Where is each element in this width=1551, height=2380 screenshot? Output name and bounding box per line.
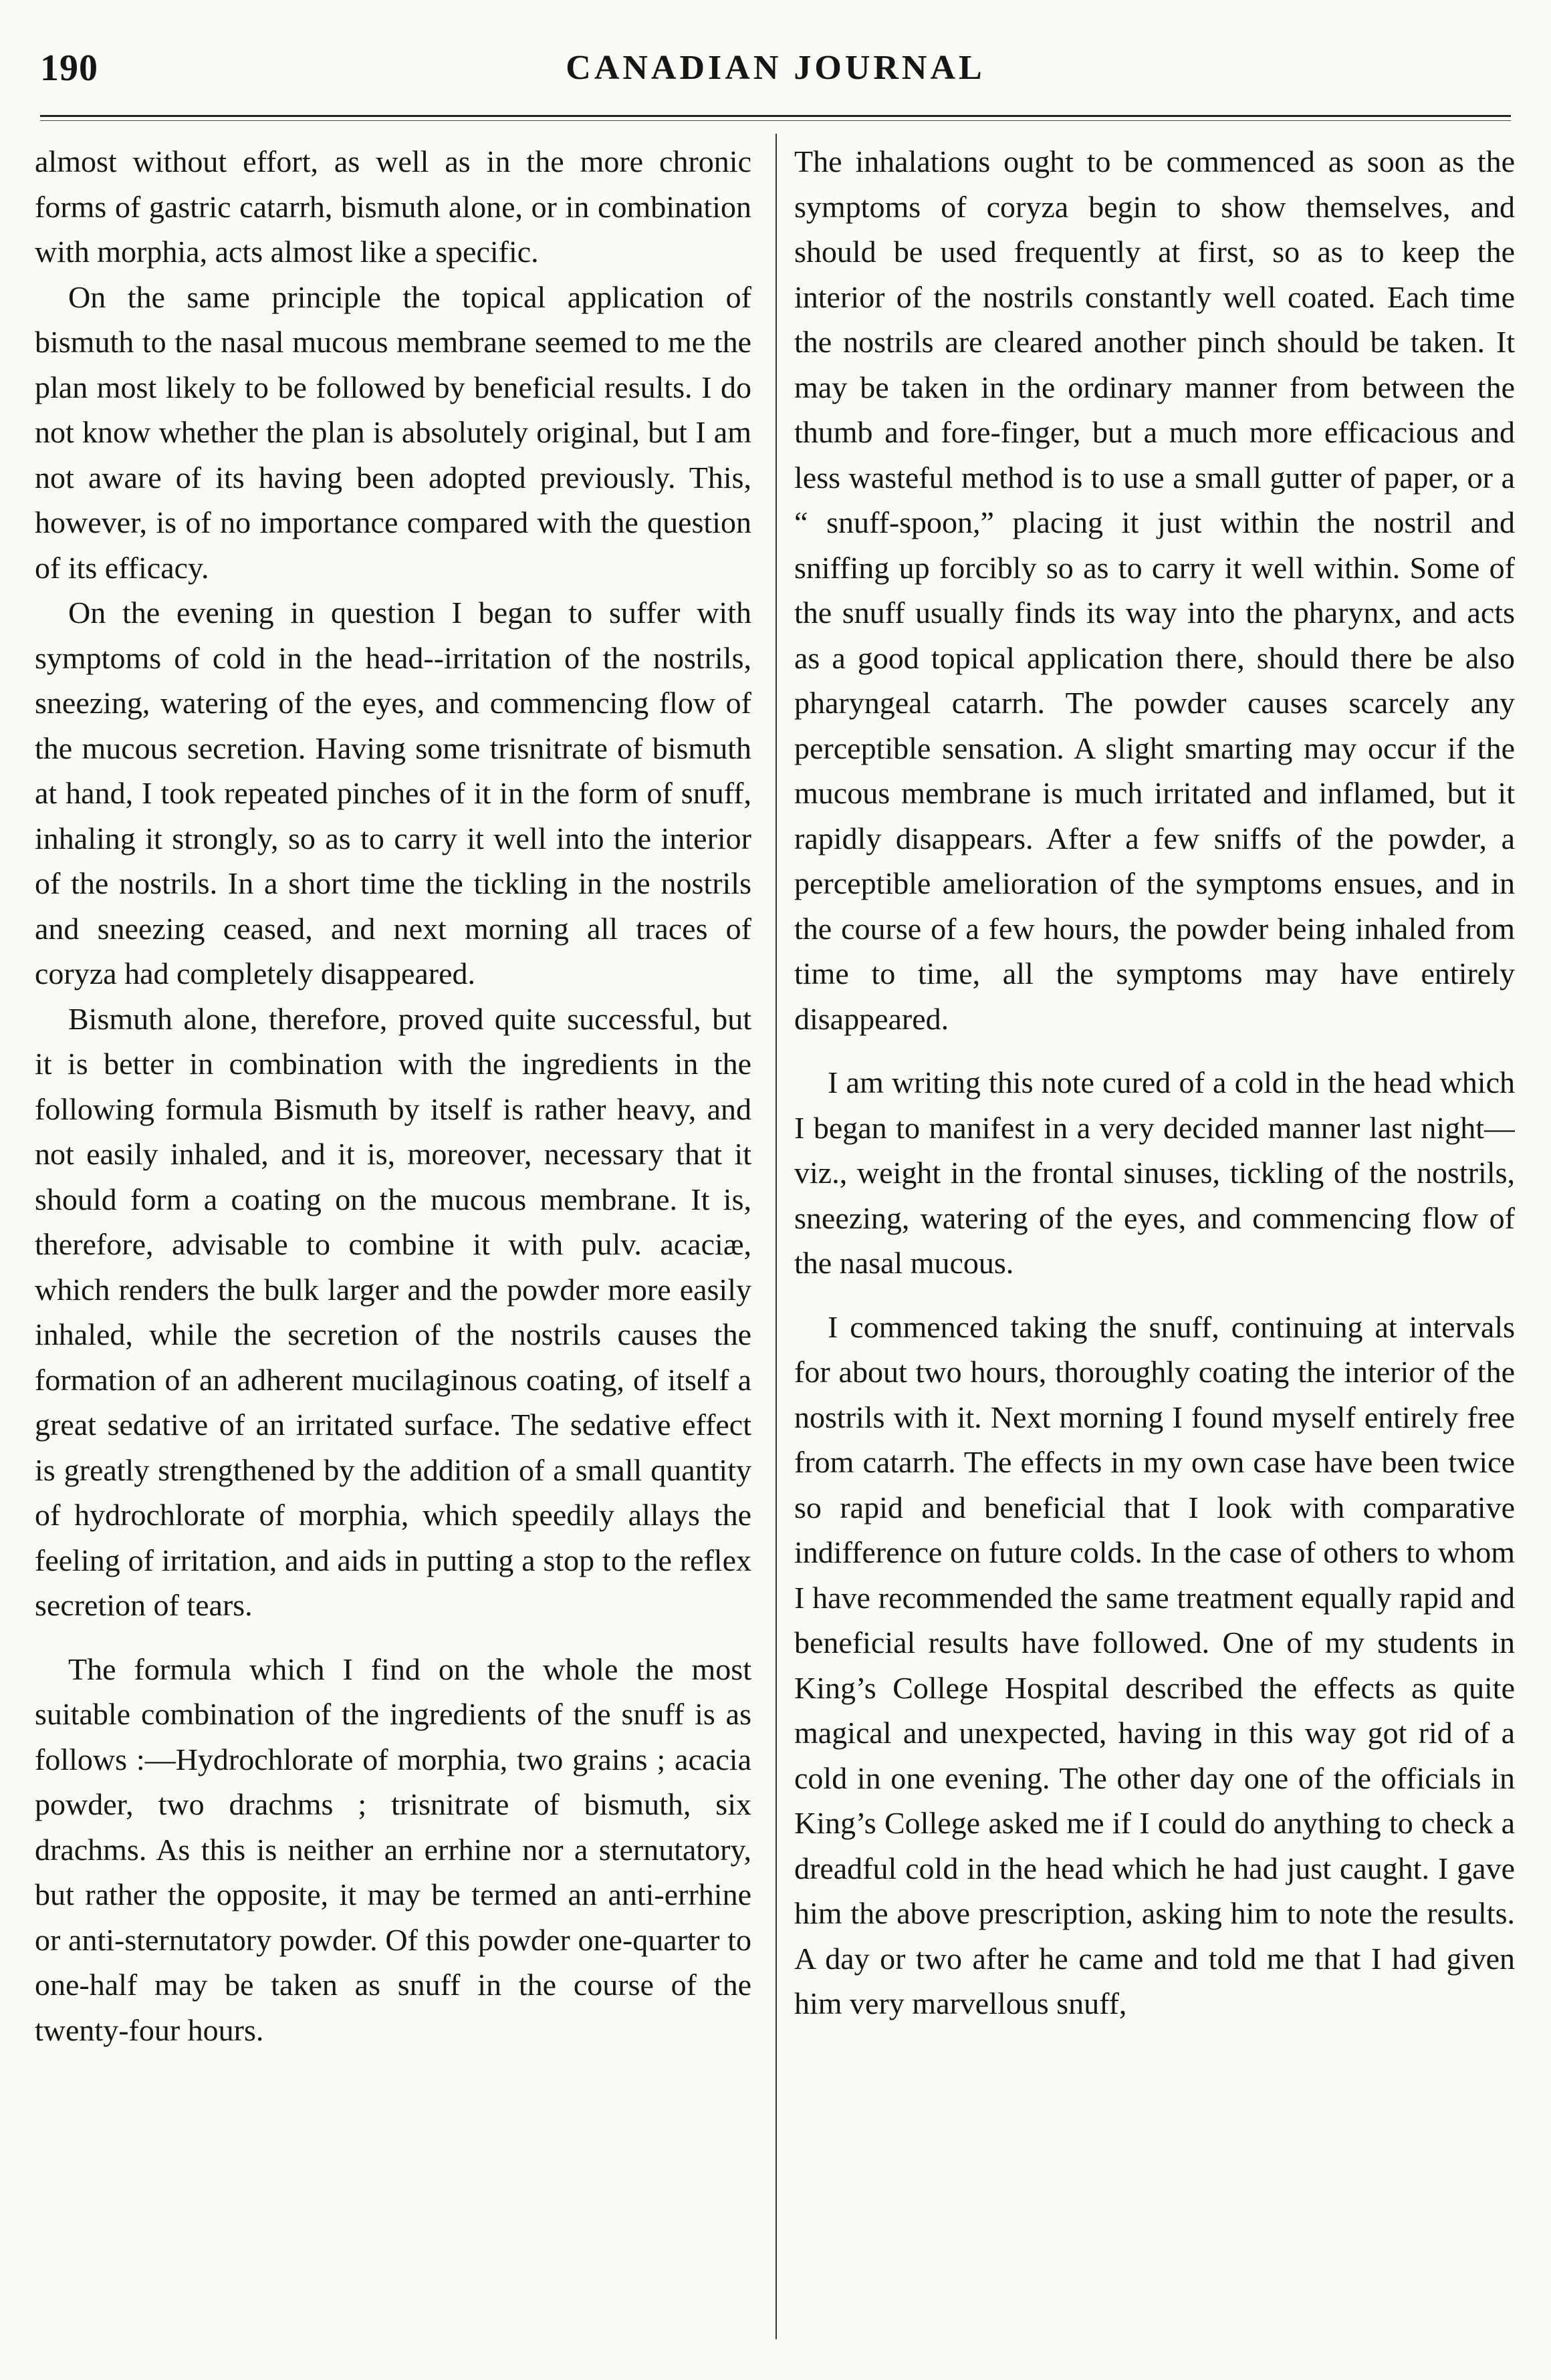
paragraph: On the evening in question I began to suffer with symptoms of cold in the head--irritation of the nostrils, sneezing, watering of the eyes, and commencing flow of the mucous secretion. Having some trisnitrate of bismuth at hand, I took repeated pinches of it in the form of snuff, inhaling it strongly, so as to carry it well into the interior of the nostrils. In a short time the tickling in the nostrils and sneezing ceased, and next morning all traces of coryza had completely disappeared. (35, 596, 751, 990)
column-divider (776, 134, 777, 2339)
right-column (794, 139, 1515, 2338)
paragraph: I commenced taking the snuff, continuing at intervals for about two hours, thoroughly coating the interior of the nostrils with it. Next morning I found myself entirely free from catarrh. The effects in my own case have been twice so rapid and beneficial that I look with comparative indifference on future colds. In the case of others to whom I have recommended the same treatment equally rapid and beneficial results have followed. One of my students in King’s College Hospital described the effects as quite magical and unexpected, having in this way got rid of a cold in one evening. The other day one of the officials in King’s College asked me if I could do anything to check a dreadful cold in the head which he had just caught. I gave him the above prescription, asking him to note the results. A day or two after he came and told me that I had given him very marvellous snuff, (794, 1309, 1515, 2020)
paragraph: On the same principle the topical application of bismuth to the nasal mucous membrane seemed to me the plan most likely to be followed by beneficial results. I do not know whether the plan is absolutely original, but I am not aware of its having been adopted previously. This, however, is of no importance compared with the question of its efficacy. (35, 279, 751, 585)
left-column (35, 139, 751, 2338)
page-number: 190 (40, 47, 98, 89)
header-rule-thin (40, 120, 1511, 121)
paragraph: The inhalations ought to be commenced as soon as the symptoms of coryza begin to show themselves, and should be used frequently at first, so as to keep the interior of the nostrils constantly well coated. Each time the nostrils are cleared another pinch should be taken. It may be taken in the ordinary manner from between the thumb and fore-finger, but a much more efficacious and less wasteful method is to use a small gutter of paper, or a “ snuff-spoon,” placing it just within the nostril and sniffing up forcibly so as to carry it well within. Some of the snuff usually finds its way into the pharynx, and acts as a good topical application there, should there be also pharyngeal catarrh. The powder causes scarcely any perceptible sensation. A slight smarting may occur if the mucous membrane is much irritated and inflamed, but it rapidly disappears. After a few sniffs of the powder, a perceptible amelioration of the symptoms ensues, and in the course of a few hours, the powder being inhaled from time to time, all the symptoms may have entirely disappeared. (794, 144, 1515, 1036)
running-title: CANADIAN JOURNAL (566, 49, 985, 87)
paragraph: The formula which I find on the whole the most suitable combination of the ingredients of the snuff is as follows :—Hydrochlorate of morphia, two grains ; acacia powder, two drachms ; trisnitrate of bismuth, six drachms. As this is neither an errhine nor a sternutatory, but rather the opposite, it may be termed an anti-errhine or anti-sternutatory powder. Of this powder one-quarter to one-half may be taken as snuff in the course of the twenty-four hours. (35, 1651, 751, 2047)
paragraph: almost without effort, as well as in the more chronic forms of gastric catarrh, bismuth alone, or in combination with morphia, acts almost like a specific. (35, 144, 751, 269)
paragraph: I am writing this note cured of a cold in the head which I began to manifest in a very decided manner last night—viz., weight in the frontal sinuses, tickling of the nostrils, sneezing, watering of the eyes, and commencing flow of the nasal mucous. (794, 1065, 1515, 1280)
header-rule (40, 115, 1511, 117)
paragraph: Bismuth alone, therefore, proved quite successful, but it is better in combination with the ingredients in the following formula Bismuth by itself is rather heavy, and not easily inhaled, and it is, moreover, necessary that it should form a coating on the mucous membrane. It is, therefore, advisable to combine it with pulv. acaciæ, which renders the bulk larger and the powder more easily inhaled, while the secretion of the nostrils causes the formation of an adherent mucilaginous coating, of itself a great sedative of an irritated surface. The sedative effect is greatly strengthened by the addition of a small quantity of hydrochlorate of morphia, which speedily allays the feeling of irritation, and aids in putting a stop to the reflex secretion of tears. (35, 1001, 751, 1622)
page-header (40, 40, 1511, 107)
